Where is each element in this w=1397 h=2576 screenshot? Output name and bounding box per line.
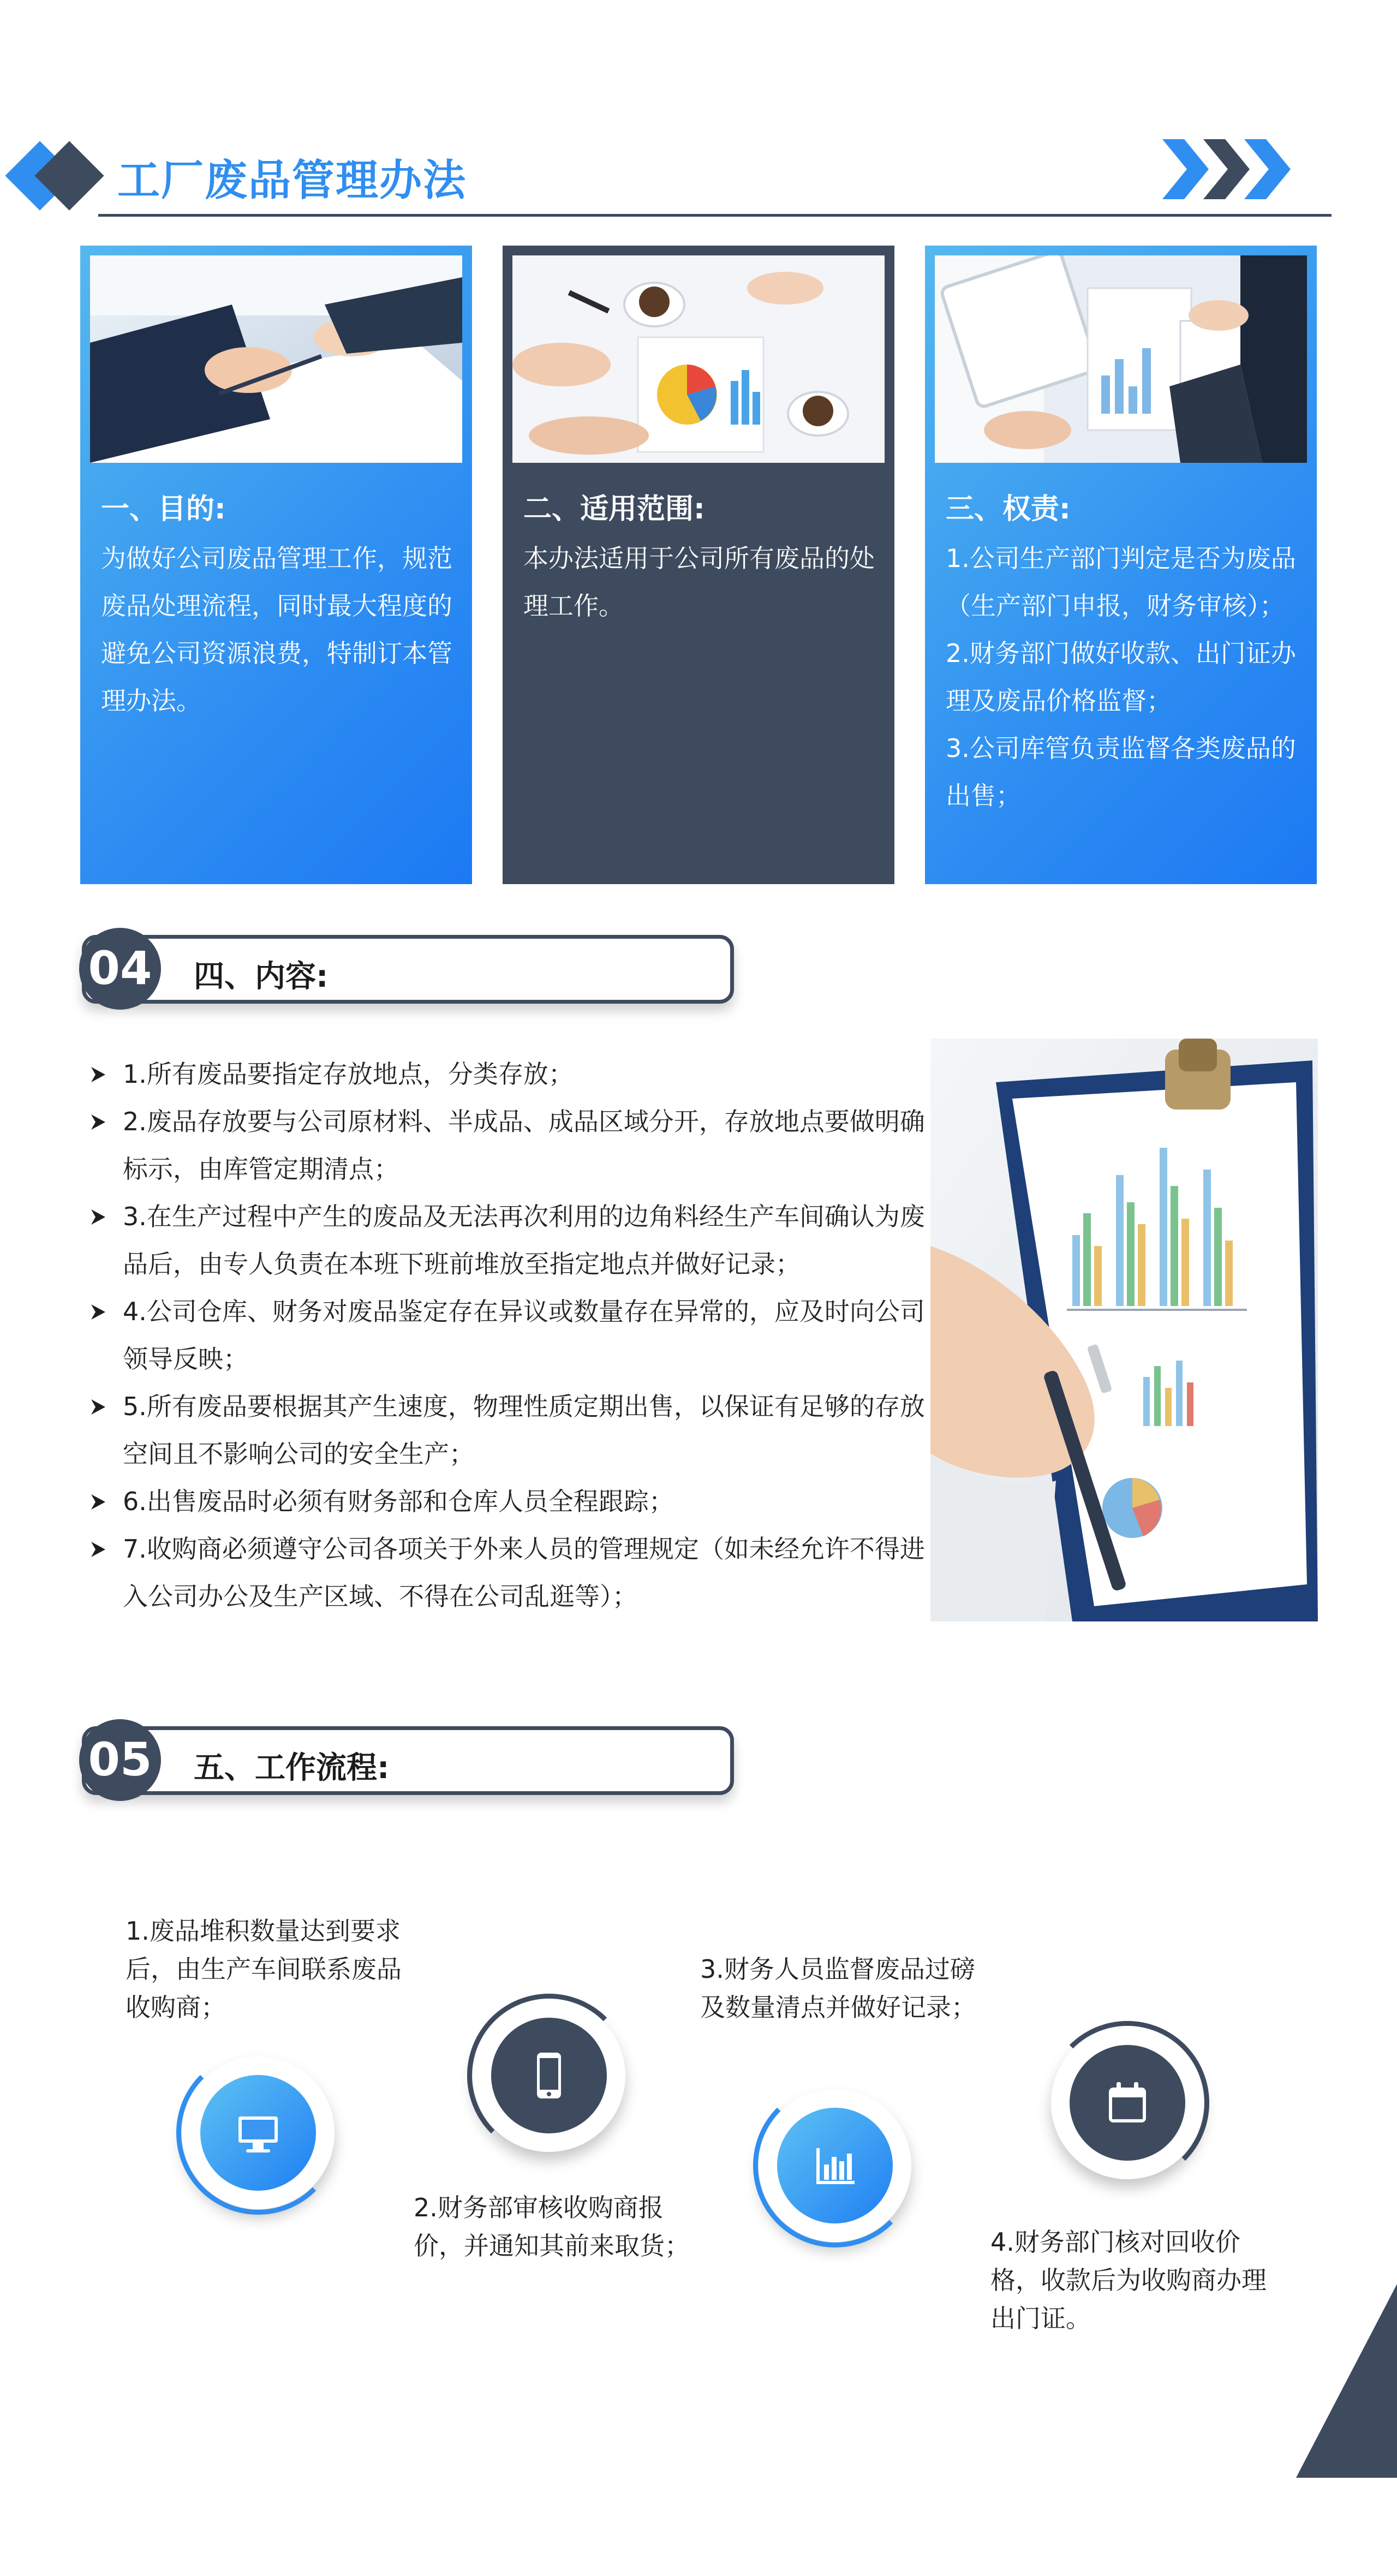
page-title: 工厂废品管理办法: [117, 156, 467, 205]
content-list: [90, 1051, 925, 1620]
section-header-bar: [82, 1726, 734, 1795]
responsibility-line: 3.公司库管负责监督各类废品的出售；: [946, 734, 1296, 810]
photo-signing-document: [90, 255, 462, 463]
arrow-bullet-icon: [90, 1303, 106, 1321]
calendar-icon: [1100, 2076, 1155, 2130]
section-header-bar: [82, 935, 734, 1004]
list-item: 1.所有废品要指定存放地点，分类存放；: [90, 1051, 925, 1098]
section-title: 四、内容:: [194, 959, 329, 994]
process-step-circle: [759, 2089, 911, 2242]
title-divider: [98, 214, 1332, 217]
process-step-text: 4.财务部门核对回收价格，收款后为收购商办理出门证。: [990, 2227, 1267, 2333]
card-heading: 一、目的:: [101, 493, 226, 526]
section-title: 五、工作流程:: [194, 1750, 390, 1786]
process-step-circle: [182, 2056, 335, 2209]
list-item: 6.出售废品时必须有财务部和仓库人员全程跟踪；: [90, 1478, 925, 1525]
process-step-text: 2.财务部审核收购商报价，并通知其前来取货；: [414, 2193, 690, 2261]
process-step-circle: [473, 1999, 625, 2152]
arrow-bullet-icon: [90, 1113, 106, 1131]
photo-business-tablet: [935, 255, 1307, 463]
list-item: 4.公司仓库、财务对废品鉴定存在异议或数量存在异常的，应及时向公司领导反映；: [90, 1288, 925, 1383]
bar-chart-icon: [808, 2138, 862, 2193]
card-scope: [503, 246, 894, 884]
responsibility-line: 1.公司生产部门判定是否为废品（生产部门申报，财务审核）；: [946, 544, 1296, 621]
card-heading: 三、权责:: [946, 493, 1071, 526]
arrow-bullet-icon: [90, 1208, 106, 1226]
monitor-icon: [231, 2106, 285, 2160]
card-heading: 二、适用范围:: [523, 493, 705, 526]
arrow-bullet-icon: [90, 1398, 106, 1416]
photo-clipboard-chart: [930, 1039, 1318, 1621]
list-item: 2.废品存放要与公司原材料、半成品、成品区域分开，存放地点要做明确标示，由库管定期清点；: [90, 1098, 925, 1193]
section-number: 04: [88, 941, 152, 995]
arrow-bullet-icon: [90, 1066, 106, 1083]
card-responsibilities: [925, 246, 1317, 884]
arrow-bullet-icon: [90, 1493, 106, 1511]
process-step-text: 1.废品堆积数量达到要求后，由生产车间联系废品收购商；: [126, 1916, 402, 2022]
section-number: 05: [88, 1733, 152, 1786]
responsibility-line: 2.财务部门做好收款、出门证办理及废品价格监督；: [946, 639, 1296, 715]
chevrons-icon: [1162, 136, 1293, 202]
card-purpose: [80, 246, 472, 884]
process-step-text: 3.财务人员监督废品过磅及数量清点并做好记录；: [700, 1954, 976, 2022]
list-item: 5.所有废品要根据其产生速度，物理性质定期出售，以保证有足够的存放空间且不影响公司的安全生产；: [90, 1383, 925, 1478]
list-item: 7.收购商必须遵守公司各项关于外来人员的管理规定（如未经允许不得进入公司办公及生产区域、不得在公司乱逛等）；: [90, 1525, 925, 1620]
card-body: 为做好公司废品管理工作，规范废品处理流程，同时最大程度的避免公司资源浪费，特制订本管理办法。: [101, 544, 452, 715]
corner-triangle-decoration: [1296, 2284, 1397, 2478]
card-body: [946, 535, 1300, 820]
photo-meeting-charts: [512, 255, 885, 463]
process-step-circle: [1051, 2026, 1204, 2179]
list-item: 3.在生产过程中产生的废品及无法再次利用的边角料经生产车间确认为废品后，由专人负责在本班下班前堆放至指定地点并做好记录；: [90, 1193, 925, 1288]
phone-icon: [522, 2048, 576, 2103]
arrow-bullet-icon: [90, 1541, 106, 1558]
card-body: 本办法适用于公司所有废品的处理工作。: [523, 544, 875, 621]
